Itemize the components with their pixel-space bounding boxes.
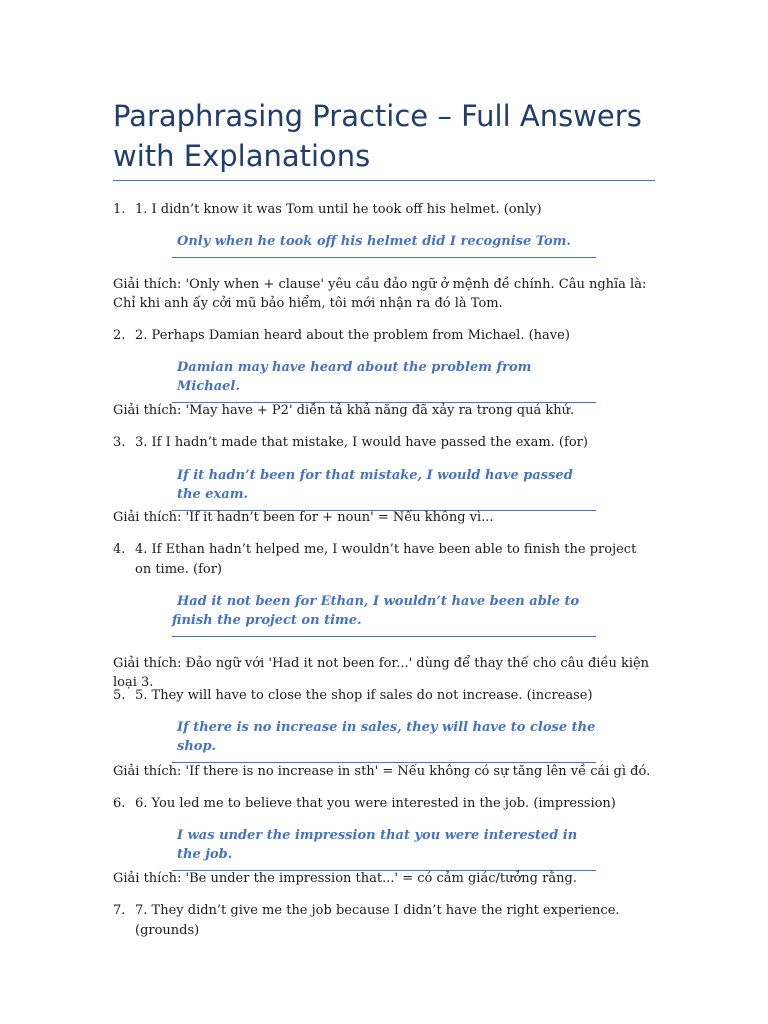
explanation-2: Giải thích: 'May have + P2' diễn tả khả năng đã xảy ra trong quá khứ. bbox=[113, 403, 575, 418]
question-text: 7. They didn’t give me the job because I didn’t have the right experience. (grounds) bbox=[135, 903, 620, 938]
question-text: 1. I didn’t know it was Tom until he took off his helmet. (only) bbox=[135, 202, 542, 217]
explanation-4: Giải thích: Đảo ngữ với 'Had it not been for...' dùng để thay thế cho câu điều kiện loại 3. bbox=[113, 656, 650, 690]
question-item-5 bbox=[113, 686, 653, 706]
question-number: 1. bbox=[113, 202, 126, 217]
question-text: 2. Perhaps Damian heard about the problem from Michael. (have) bbox=[135, 328, 570, 343]
question-number: 2. bbox=[113, 328, 126, 343]
question-item-3 bbox=[113, 433, 653, 453]
answer-4: Had it not been for Ethan, I wouldn’t have been able to finish the project on time. bbox=[172, 592, 596, 637]
answer-5: If there is no increase in sales, they will have to close the shop. bbox=[172, 718, 596, 763]
question-item-6 bbox=[113, 794, 653, 814]
answer-6: I was under the impression that you were interested in the job. bbox=[172, 826, 596, 871]
document-title: Paraphrasing Practice – Full Answers with Explanations bbox=[113, 99, 642, 173]
question-text: 5. They will have to close the shop if sales do not increase. (increase) bbox=[135, 688, 593, 703]
question-text: 6. You led me to believe that you were interested in the job. (impression) bbox=[135, 796, 616, 811]
question-number: 4. bbox=[113, 542, 126, 557]
question-text: 4. If Ethan hadn’t helped me, I wouldn’t have been able to finish the project on time. (for) bbox=[135, 542, 637, 577]
answer-3: If it hadn’t been for that mistake, I would have passed the exam. bbox=[172, 466, 596, 511]
explanation-3: Giải thích: 'If it hadn’t been for + noun' = Nếu không vì... bbox=[113, 510, 494, 525]
explanation-6: Giải thích: 'Be under the impression that...' = có cảm giác/tưởng rằng. bbox=[113, 871, 577, 886]
question-number: 5. bbox=[113, 688, 126, 703]
question-text: 3. If I hadn’t made that mistake, I would have passed the exam. (for) bbox=[135, 435, 588, 450]
question-item-2 bbox=[113, 326, 653, 346]
explanation-5: Giải thích: 'If there is no increase in sth' = Nếu không có sự tăng lên về cái gì đó. bbox=[113, 764, 651, 779]
title-divider bbox=[113, 180, 655, 181]
question-number: 3. bbox=[113, 435, 126, 450]
question-item-7 bbox=[113, 901, 653, 941]
answer-2: Damian may have heard about the problem from Michael. bbox=[172, 358, 596, 403]
question-number: 6. bbox=[113, 796, 126, 811]
question-item-4 bbox=[113, 540, 653, 580]
question-item-1 bbox=[113, 200, 653, 220]
answer-1: Only when he took off his helmet did I recognise Tom. bbox=[172, 232, 596, 258]
question-number: 7. bbox=[113, 903, 126, 918]
explanation-1: Giải thích: 'Only when + clause' yêu cầu đảo ngữ ở mệnh đề chính. Câu nghĩa là: Chỉ khi anh ấy cởi mũ bảo hiểm, tôi mới nhận ra đó là Tom. bbox=[113, 277, 647, 311]
